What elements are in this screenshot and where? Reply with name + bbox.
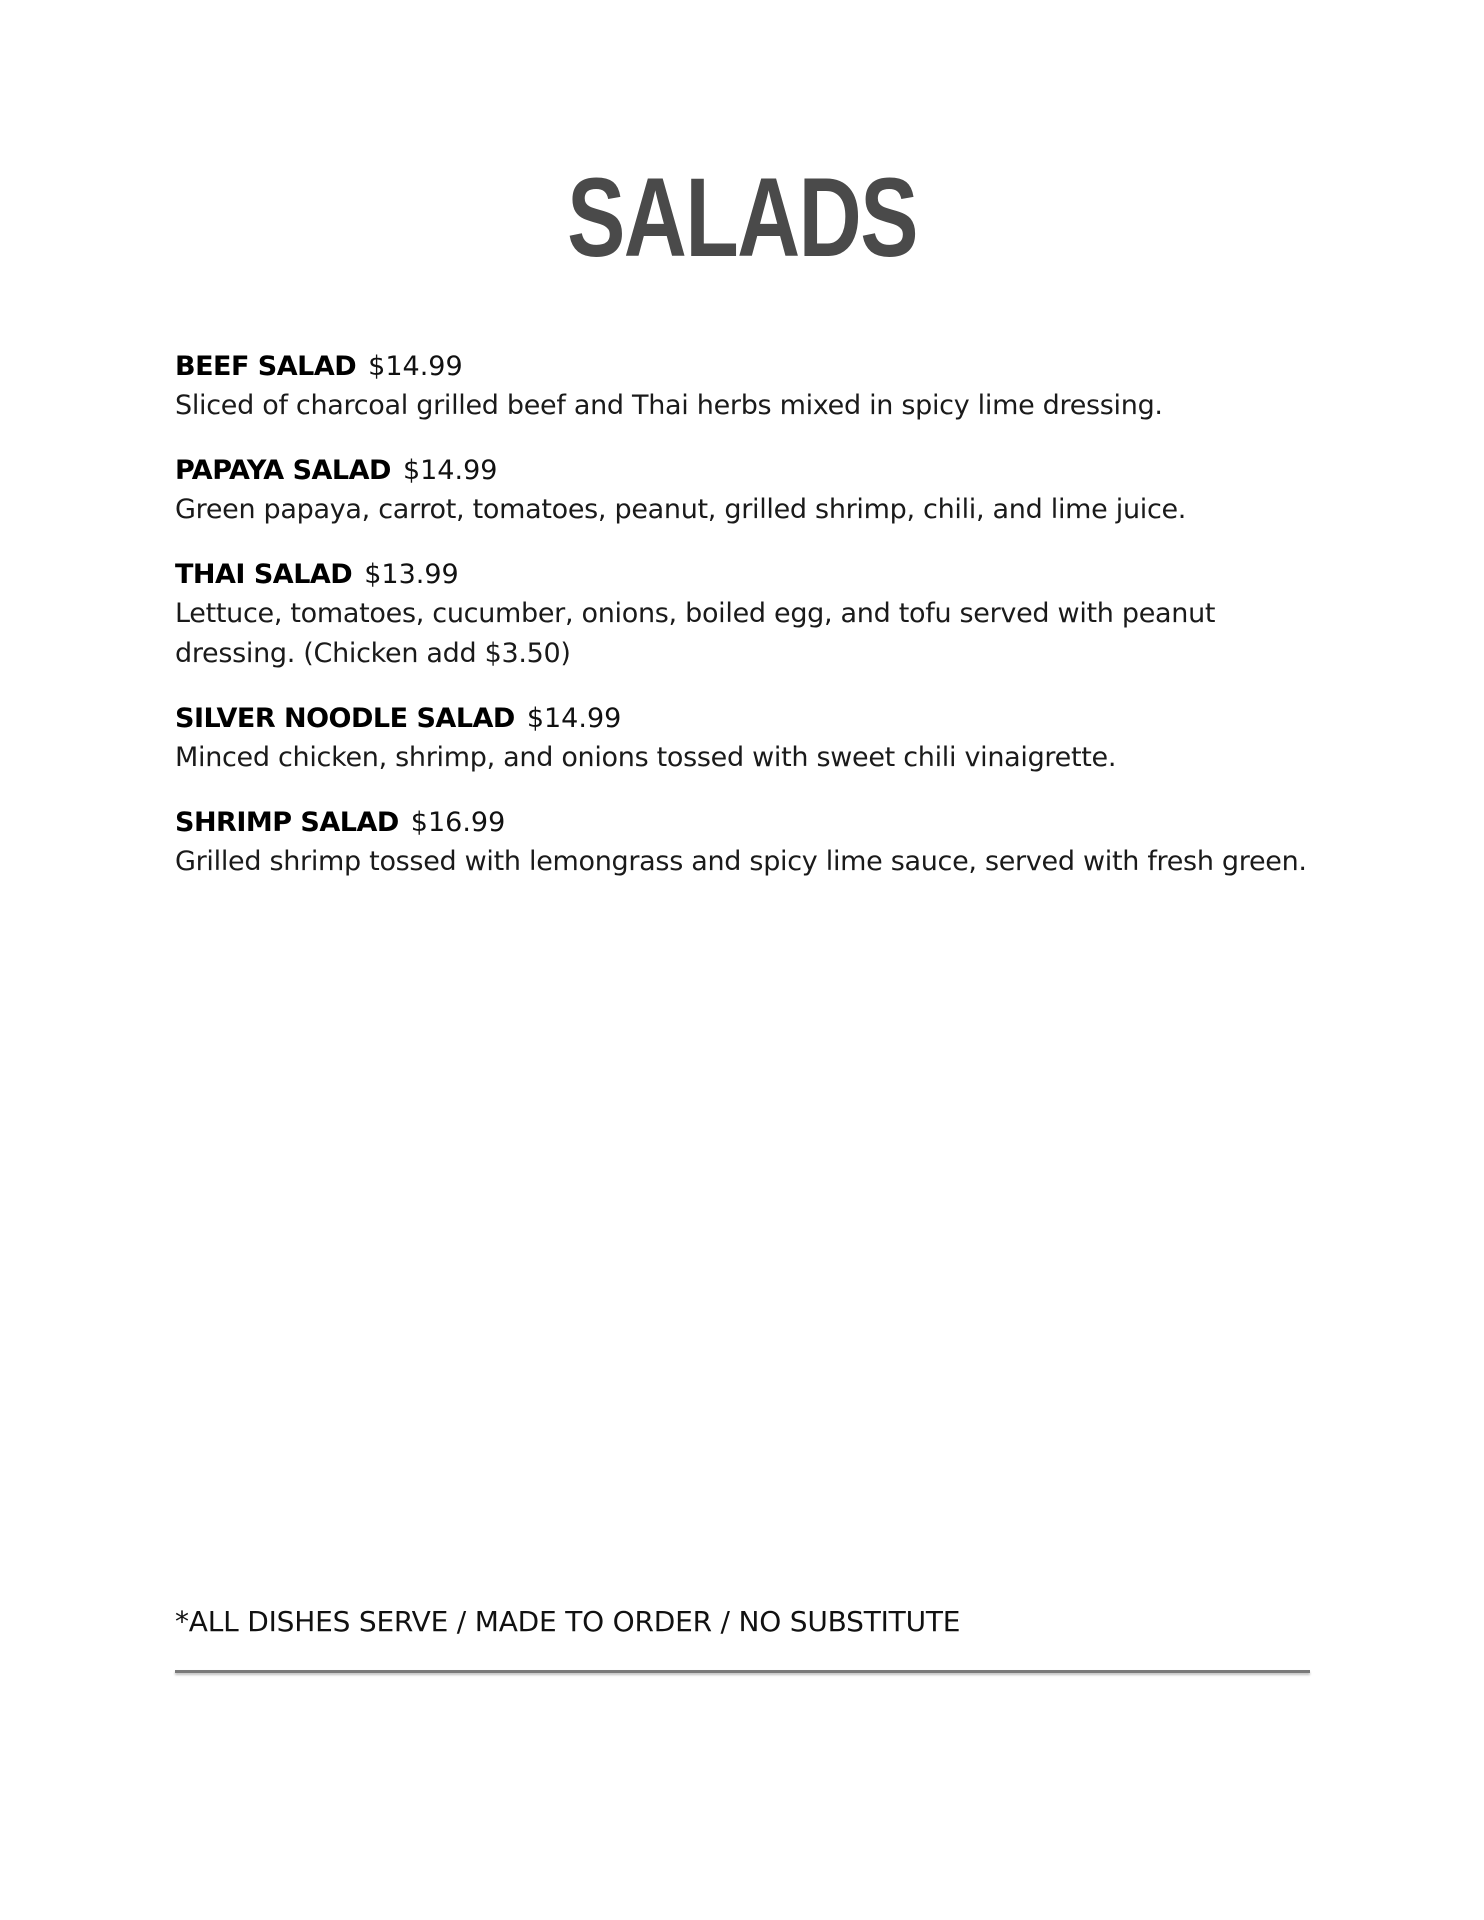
- menu-list: [175, 348, 1315, 908]
- footer-note: *ALL DISHES SERVE / MADE TO ORDER / NO SUBSTITUTE: [175, 1605, 961, 1638]
- menu-item-beef-salad: [175, 348, 1315, 426]
- menu-item-header: [175, 556, 1315, 594]
- menu-item-header: [175, 700, 1315, 738]
- menu-item-description: Minced chicken, shrimp, and onions tossed with sweet chili vinaigrette.: [175, 742, 1117, 773]
- menu-item-papaya-salad: [175, 452, 1315, 530]
- menu-item-description: Lettuce, tomatoes, cucumber, onions, boiled egg, and tofu served with peanut dressing. (Chicken add $3.50): [175, 598, 1216, 669]
- menu-item-name: SILVER NOODLE SALAD: [175, 703, 515, 734]
- page-title: SALADS: [567, 155, 917, 280]
- menu-item-description: Sliced of charcoal grilled beef and Thai herbs mixed in spicy lime dressing.: [175, 390, 1163, 421]
- menu-item-price: $14.99: [402, 455, 498, 486]
- menu-item-shrimp-salad: [175, 804, 1315, 882]
- menu-item-description: Grilled shrimp tossed with lemongrass and spicy lime sauce, served with fresh green.: [175, 846, 1307, 877]
- menu-item-description: Green papaya, carrot, tomatoes, peanut, grilled shrimp, chili, and lime juice.: [175, 494, 1187, 525]
- menu-item-name: PAPAYA SALAD: [175, 455, 391, 486]
- menu-item-header: [175, 452, 1315, 490]
- menu-item-price: $14.99: [368, 351, 463, 382]
- menu-item-header: [175, 348, 1315, 386]
- menu-item-name: SHRIMP SALAD: [175, 807, 399, 838]
- menu-item-silver-noodle-salad: [175, 700, 1315, 778]
- menu-item-name: THAI SALAD: [175, 559, 353, 590]
- menu-item-price: $14.99: [526, 703, 622, 734]
- menu-item-price: $16.99: [410, 807, 506, 838]
- menu-item-thai-salad: [175, 556, 1315, 674]
- menu-item-price: $13.99: [364, 559, 459, 590]
- menu-item-name: BEEF SALAD: [175, 351, 357, 382]
- menu-item-header: [175, 804, 1315, 842]
- footer-divider: [175, 1670, 1310, 1673]
